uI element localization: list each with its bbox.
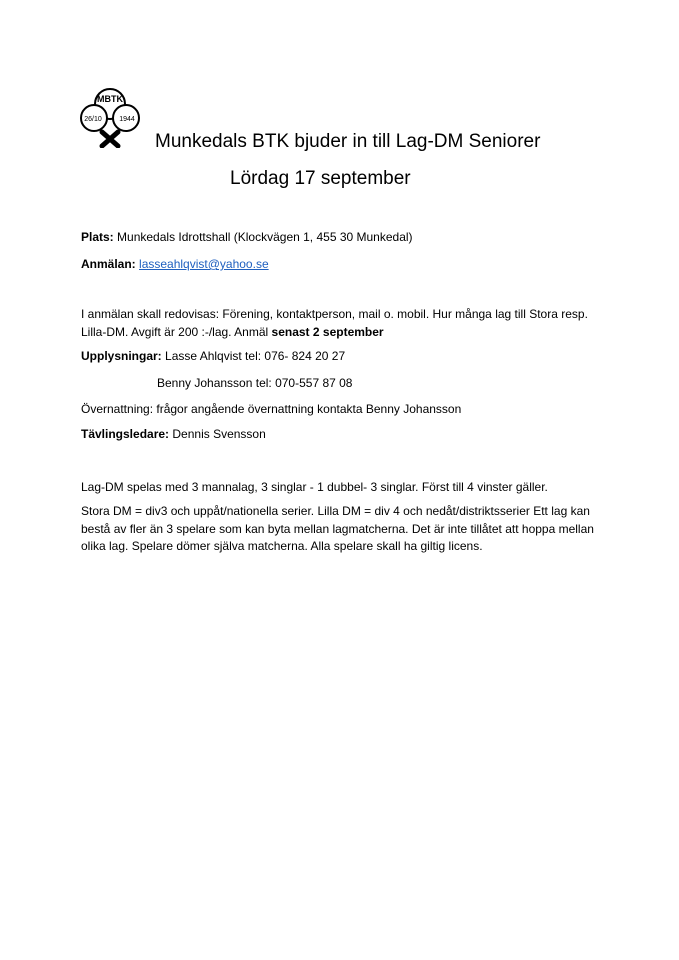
registration-info [81,306,596,341]
venue-line [81,229,413,246]
registration-info-text: I anmälan skall redovisas: Förening, kontaktperson, mail o. mobil. Hur många lag till Stora resp. Lilla-DM. Avgift är 200 :-/lag. Anmäl [81,307,588,339]
registration-line [81,256,269,273]
event-date: Lördag 17 september [230,168,411,189]
logo-text-top: MBTK [97,94,123,104]
page-title: Munkedals BTK bjuder in till Lag-DM Seniorer [155,131,541,152]
competition-leader-label: Tävlingsledare: [81,427,170,441]
contact-secondary: Benny Johansson tel: 070-557 87 08 [157,376,353,390]
club-logo [80,86,140,148]
contacts-line [81,348,345,365]
venue-value: Munkedals Idrottshall (Klockvägen 1, 455 30 Munkedal) [117,230,413,244]
registration-email-link[interactable]: lasseahlqvist@yahoo.se [139,257,269,271]
accommodation-line: Övernattning: frågor angående övernattning kontakta Benny Johansson [81,402,462,416]
divisions-paragraph: Stora DM = div3 och uppåt/nationella serier. Lilla DM = div 4 och nedåt/distriktsserier Ett lag kan bestå av fler än 3 spelare som kan byta mellan lagmatcherna. Det är inte tillåtet att hoppa mellan olika lag. Spelare dömer själva matcherna. Alla spelare skall ha giltig licens. [81,504,594,553]
contact-primary: Lasse Ahlqvist tel: 076- 824 20 27 [165,349,346,363]
logo-text-right: 1944 [119,116,135,123]
logo-text-left: 26/10 [84,116,102,123]
contacts-label: Upplysningar: [81,349,162,363]
venue-label: Plats: [81,230,114,244]
registration-label: Anmälan: [81,257,136,271]
format-line: Lag-DM spelas med 3 mannalag, 3 singlar - 1 dubbel- 3 singlar. Först till 4 vinster gäller. [81,480,548,494]
registration-deadline: senast 2 september [271,324,384,339]
competition-leader-name: Dennis Svensson [172,427,266,441]
competition-leader-line [81,426,266,443]
